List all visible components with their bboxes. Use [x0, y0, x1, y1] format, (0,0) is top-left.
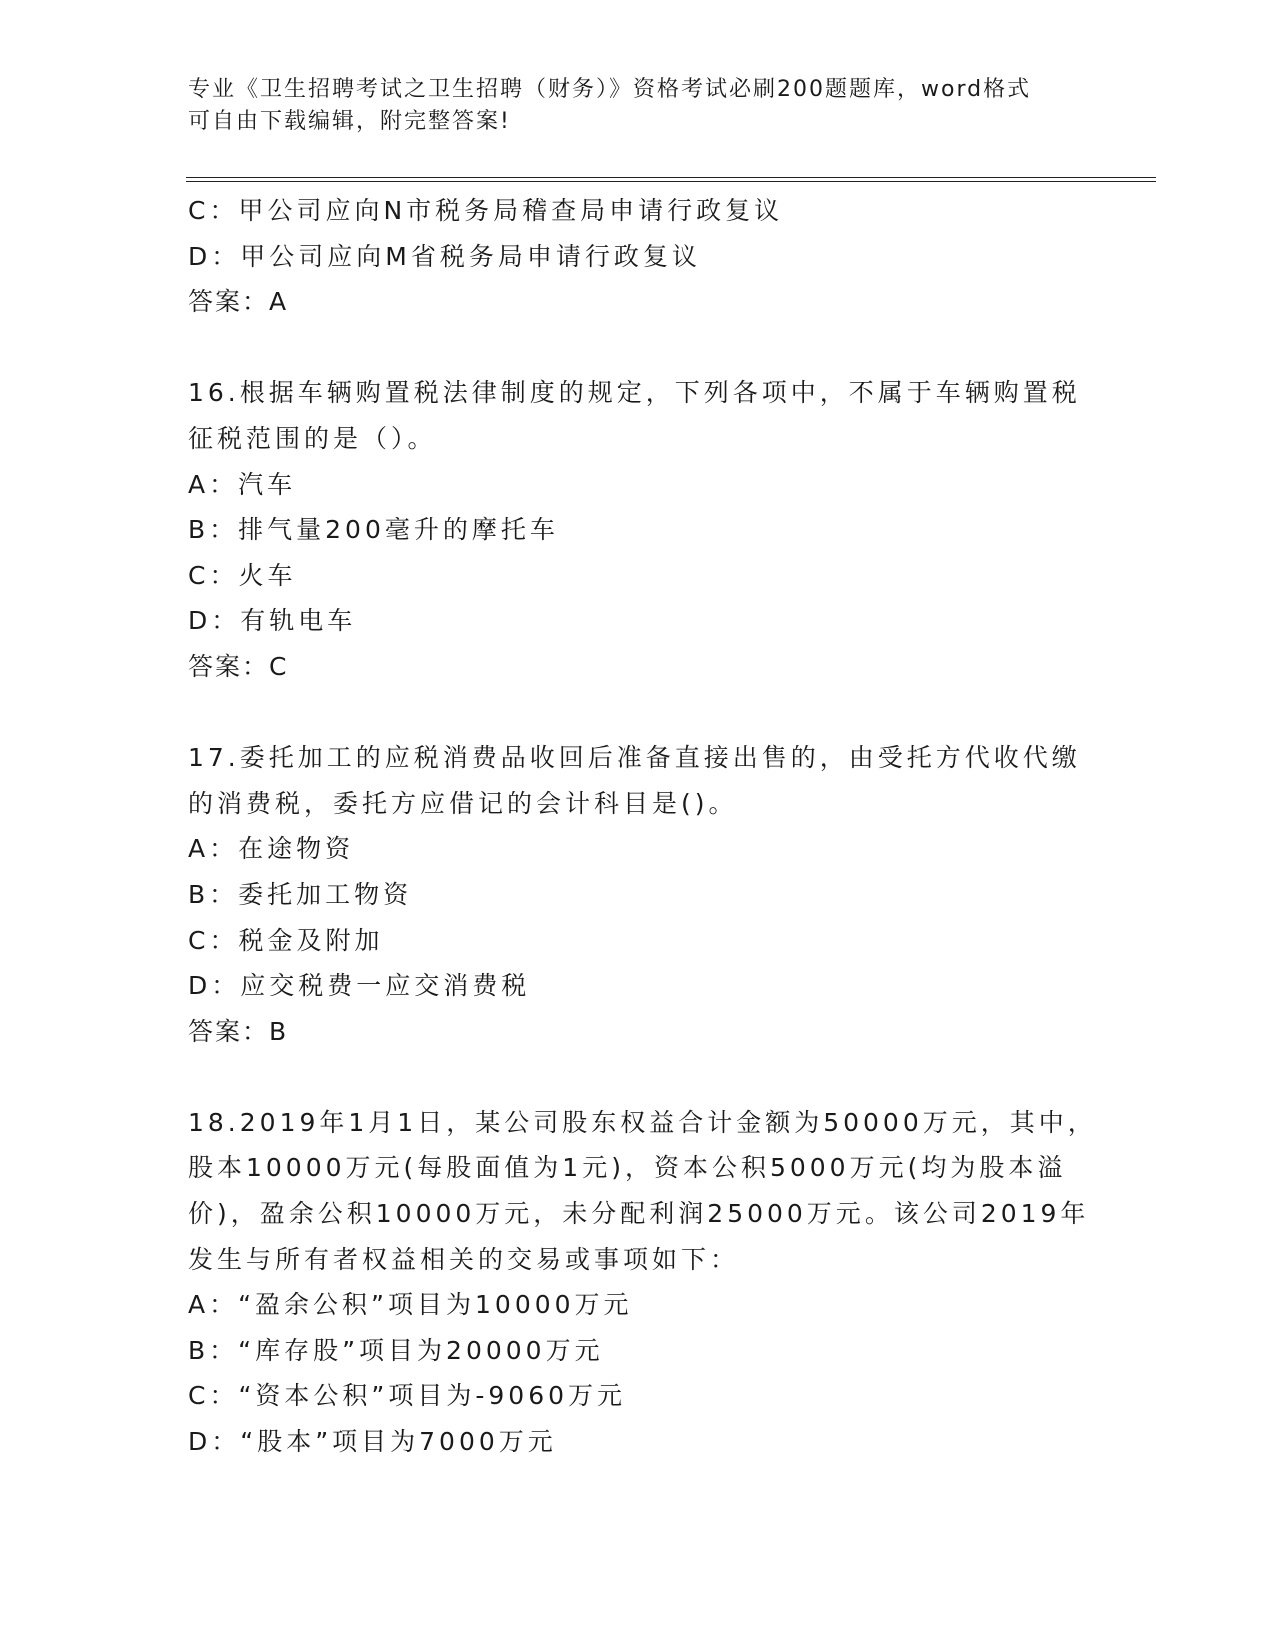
header-title-line-2: 可自由下载编辑，附完整答案!: [188, 109, 511, 134]
question-stem: 股本10000万元(每股面值为1元)，资本公积5000万元(均为股本溢: [188, 1153, 1067, 1183]
spacer: [188, 325, 1088, 371]
question-stem: 征税范围的是（）。: [188, 423, 437, 453]
option-c: C：“资本公积”项目为-9060万元: [188, 1381, 627, 1411]
option-b: B：排气量200毫升的摩托车: [188, 515, 559, 545]
question-17: [188, 735, 1088, 1054]
header-divider: [186, 177, 1156, 182]
spacer: [188, 1054, 1088, 1100]
option-b: B：委托加工物资: [188, 879, 413, 909]
option-a: A：“盈余公积”项目为10000万元: [188, 1290, 633, 1320]
question-stem: 发生与所有者权益相关的交易或事项如下：: [188, 1244, 740, 1274]
answer-line: 答案：B: [188, 1016, 289, 1046]
option-a: A：在途物资: [188, 834, 355, 864]
question-stem: 18.2019年1月1日，某公司股东权益合计金额为50000万元，其中，: [188, 1107, 1097, 1137]
answer-line: 答案：A: [188, 287, 289, 317]
option-c: C：税金及附加: [188, 925, 384, 955]
option-c: C：甲公司应向N市税务局稽查局申请行政复议: [188, 196, 784, 225]
option-d: D：有轨电车: [188, 606, 357, 636]
question-18: [188, 1100, 1097, 1465]
option-d: D：甲公司应向M省税务局申请行政复议: [188, 241, 701, 271]
question-stem: 的消费税，委托方应借记的会计科目是()。: [188, 788, 738, 818]
option-c: C：火车: [188, 560, 297, 590]
answer-line: 答案：C: [188, 651, 289, 681]
document-header: [188, 74, 1068, 138]
option-b: B：“库存股”项目为20000万元: [188, 1335, 604, 1365]
spacer: [188, 690, 1088, 736]
question-stem: 价)，盈余公积10000万元，未分配利润25000万元。该公司2019年: [188, 1199, 1090, 1229]
option-d: D：“股本”项目为7000万元: [188, 1427, 557, 1457]
question-15-tail: [188, 188, 1088, 325]
question-stem: 16.根据车辆购置税法律制度的规定，下列各项中，不属于车辆购置税: [188, 378, 1081, 408]
question-16: [188, 370, 1088, 689]
option-a: A：汽车: [188, 469, 297, 499]
document-body: [188, 188, 1097, 1465]
option-d: D：应交税费一应交消费税: [188, 971, 531, 1001]
question-stem: 17.委托加工的应税消费品收回后准备直接出售的，由受托方代收代缴: [188, 743, 1081, 773]
header-title-line-1: 专业《卫生招聘考试之卫生招聘（财务）》资格考试必刷200题题库，word格式: [188, 77, 1032, 102]
